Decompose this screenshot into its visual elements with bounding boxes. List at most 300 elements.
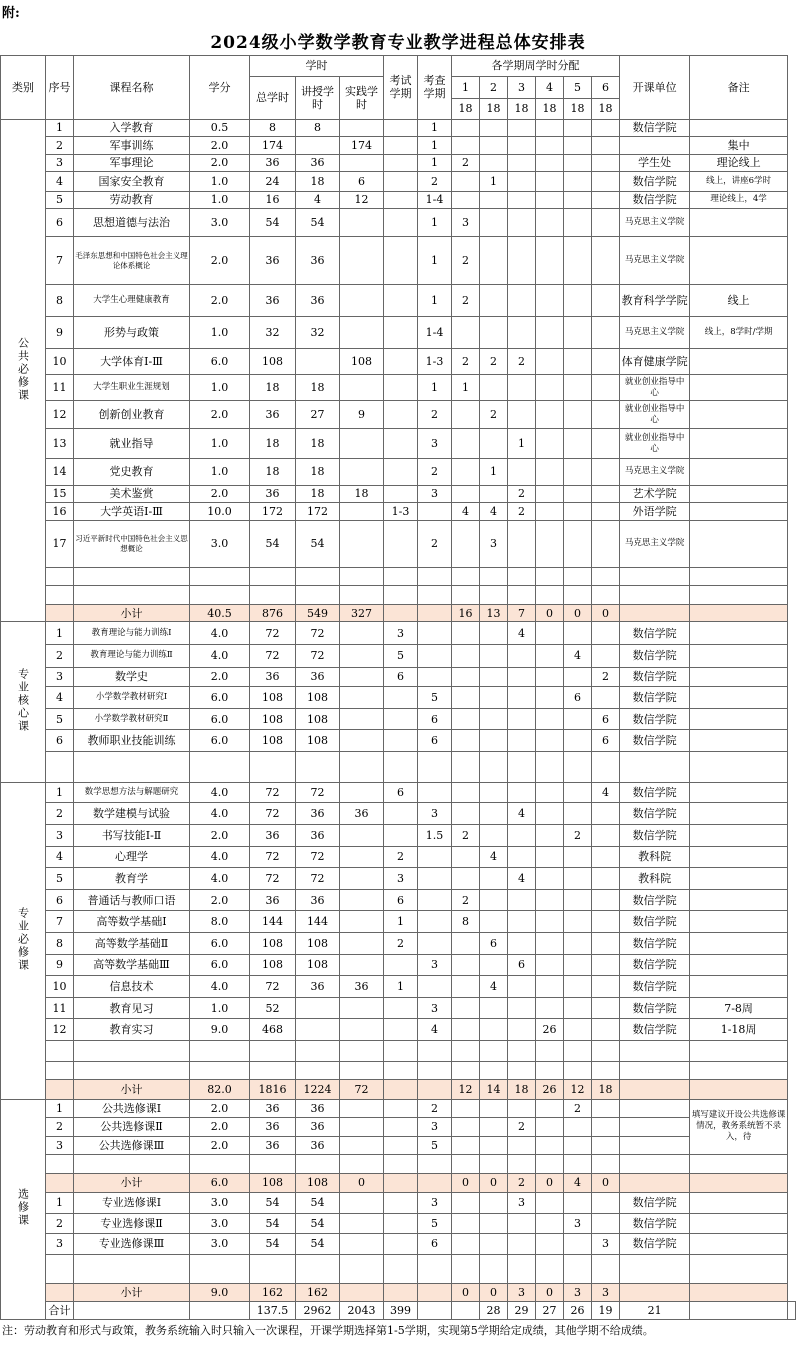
table-cell: 4.0 — [190, 846, 250, 868]
table-cell — [384, 687, 418, 709]
table-cell — [508, 191, 536, 208]
table-cell: 2.0 — [190, 667, 250, 687]
table-cell: 549 — [296, 604, 340, 621]
table-cell: 54 — [250, 1213, 296, 1234]
table-cell: 2 — [508, 1118, 536, 1137]
table-cell — [536, 520, 564, 567]
unit-cell: 马克思主义学院 — [620, 317, 690, 349]
unit-cell — [620, 1136, 690, 1155]
table-cell — [592, 586, 620, 605]
table-cell: 6 — [592, 708, 620, 730]
table-cell — [564, 567, 592, 586]
table-cell — [592, 236, 620, 284]
table-cell — [508, 889, 536, 911]
seq-cell: 9 — [46, 954, 74, 976]
table-cell — [384, 154, 418, 171]
table-cell — [536, 349, 564, 375]
table-cell — [564, 889, 592, 911]
table-cell: 4.0 — [190, 868, 250, 890]
unit-cell: 数信学院 — [620, 1019, 690, 1041]
table-cell: 2 — [384, 932, 418, 954]
table-cell — [564, 401, 592, 429]
note-cell — [690, 1193, 788, 1214]
table-cell — [536, 622, 564, 645]
table-cell — [480, 803, 508, 825]
table-cell — [384, 730, 418, 752]
table-cell — [340, 1061, 384, 1080]
table-cell — [536, 1193, 564, 1214]
table-cell — [74, 567, 190, 586]
table-cell — [340, 752, 384, 783]
subtotal-seq — [46, 1080, 74, 1100]
table-row — [1, 1080, 796, 1100]
table-cell: 3 — [418, 485, 452, 502]
table-cell: 54 — [250, 1193, 296, 1214]
table-cell — [340, 1099, 384, 1118]
table-cell: 54 — [250, 209, 296, 237]
table-cell — [508, 976, 536, 998]
unit-cell — [620, 137, 690, 154]
note-cell — [690, 645, 788, 668]
table-cell — [340, 1193, 384, 1214]
course-name-cell: 普通话与教师口语 — [74, 889, 190, 911]
table-cell — [592, 825, 620, 847]
table-cell — [508, 154, 536, 171]
table-cell: 36 — [296, 1099, 340, 1118]
seq-cell: 2 — [46, 645, 74, 668]
table-cell: 108 — [250, 687, 296, 709]
table-cell — [564, 1234, 592, 1255]
table-cell — [592, 997, 620, 1019]
table-cell — [508, 119, 536, 136]
table-cell — [384, 752, 418, 783]
table-cell — [452, 137, 480, 154]
table-cell — [340, 687, 384, 709]
table-cell — [46, 1061, 74, 1080]
unit-cell: 数信学院 — [620, 1193, 690, 1214]
table-cell — [340, 1234, 384, 1255]
note-cell — [690, 349, 788, 375]
table-cell — [564, 459, 592, 486]
table-cell — [592, 803, 620, 825]
note-cell — [690, 976, 788, 998]
course-name-cell: 专业选修课Ⅱ — [74, 1213, 190, 1234]
table-cell: 13 — [480, 604, 508, 621]
term-weeks: 18 — [564, 99, 592, 120]
table-cell — [508, 459, 536, 486]
table-cell: 5 — [384, 645, 418, 668]
table-cell — [508, 752, 536, 783]
table-cell — [508, 782, 536, 803]
table-cell: 6 — [508, 954, 536, 976]
seq-cell: 1 — [46, 1193, 74, 1214]
table-cell: 36 — [296, 803, 340, 825]
subtotal-label: 小计 — [74, 604, 190, 621]
table-cell: 6.0 — [190, 687, 250, 709]
table-cell — [480, 708, 508, 730]
table-cell — [340, 503, 384, 520]
table-cell: 72 — [250, 868, 296, 890]
course-name-cell: 公共选修课Ⅱ — [74, 1118, 190, 1137]
table-cell — [564, 932, 592, 954]
table-cell — [508, 137, 536, 154]
table-cell — [536, 825, 564, 847]
note-cell — [690, 782, 788, 803]
table-cell — [340, 154, 384, 171]
table-cell: 18 — [296, 459, 340, 486]
table-cell: 3.0 — [190, 1193, 250, 1214]
table-cell — [536, 317, 564, 349]
table-row — [1, 622, 796, 645]
footnote: 注：劳动教育和形式与政策，教务系统输入时只输入一次课程，开课学期选择第1-5学期，实现第5学期给定成绩，其他学期不给成绩。 — [2, 1324, 654, 1337]
table-cell: 36 — [250, 236, 296, 284]
table-cell — [480, 889, 508, 911]
table-cell — [592, 1213, 620, 1234]
table-cell — [592, 1136, 620, 1155]
table-row — [1, 349, 796, 375]
table-cell — [190, 586, 250, 605]
table-cell: 2 — [480, 401, 508, 429]
table-cell — [508, 209, 536, 237]
course-name-cell: 形势与政策 — [74, 317, 190, 349]
table-cell: 6.0 — [190, 932, 250, 954]
group-public — [1, 119, 46, 622]
table-cell — [74, 752, 190, 783]
table-cell: 54 — [250, 520, 296, 567]
table-cell: 12 — [452, 1080, 480, 1100]
table-cell: 3 — [452, 209, 480, 237]
table-cell: 2 — [564, 825, 592, 847]
table-cell: 2 — [452, 154, 480, 171]
table-cell — [296, 1061, 340, 1080]
table-cell: 7 — [508, 604, 536, 621]
table-cell — [480, 191, 508, 208]
subtotal-label: 小计 — [74, 1173, 190, 1193]
table-cell — [340, 846, 384, 868]
table-cell: 174 — [250, 137, 296, 154]
unit-cell: 数信学院 — [620, 645, 690, 668]
term-weeks: 18 — [508, 99, 536, 120]
table-cell — [536, 1155, 564, 1174]
table-row — [1, 687, 796, 709]
table-cell — [384, 209, 418, 237]
table-cell — [592, 374, 620, 401]
table-cell: 36 — [250, 1136, 296, 1155]
table-cell: 4 — [418, 1019, 452, 1041]
subtotal-label: 小计 — [74, 1283, 190, 1302]
table-cell — [592, 209, 620, 237]
table-row — [1, 137, 796, 154]
header-note: 备注 — [690, 56, 788, 120]
table-cell — [452, 1302, 480, 1320]
table-cell: 108 — [296, 954, 340, 976]
seq-cell: 16 — [46, 503, 74, 520]
table-cell — [564, 911, 592, 933]
table-cell — [480, 236, 508, 284]
table-row — [1, 803, 796, 825]
table-cell — [690, 1040, 788, 1061]
table-cell: 9.0 — [190, 1283, 250, 1302]
table-cell — [418, 1061, 452, 1080]
header-category: 类别 — [1, 56, 46, 120]
table-cell: 36 — [296, 825, 340, 847]
table-cell — [418, 868, 452, 890]
table-cell — [452, 708, 480, 730]
table-cell — [452, 485, 480, 502]
unit-cell: 教科院 — [620, 846, 690, 868]
table-cell: 3.0 — [190, 1213, 250, 1234]
table-cell: 108 — [250, 1173, 296, 1193]
table-cell: 108 — [296, 730, 340, 752]
table-cell — [384, 285, 418, 317]
term-weeks: 18 — [480, 99, 508, 120]
table-row — [1, 730, 796, 752]
table-cell — [620, 1061, 690, 1080]
seq-cell: 8 — [46, 285, 74, 317]
table-cell — [536, 154, 564, 171]
unit-cell: 体育健康学院 — [620, 349, 690, 375]
table-cell — [384, 997, 418, 1019]
table-cell: 18 — [508, 1080, 536, 1100]
table-row — [1, 1254, 796, 1283]
unit-cell: 就业创业指导中心 — [620, 429, 690, 459]
course-name-cell: 入学教育 — [74, 119, 190, 136]
table-cell — [480, 1136, 508, 1155]
table-cell: 72 — [250, 622, 296, 645]
course-name-cell: 高等数学基础Ⅱ — [74, 932, 190, 954]
table-cell — [480, 1155, 508, 1174]
table-cell — [592, 349, 620, 375]
course-name-cell: 国家安全教育 — [74, 172, 190, 192]
table-cell — [340, 567, 384, 586]
table-cell — [508, 1019, 536, 1041]
unit-cell: 数信学院 — [620, 997, 690, 1019]
table-cell — [452, 687, 480, 709]
table-cell: 36 — [250, 285, 296, 317]
table-cell — [536, 1254, 564, 1283]
table-cell — [452, 730, 480, 752]
table-cell: 108 — [250, 932, 296, 954]
table-cell — [418, 586, 452, 605]
seq-cell: 9 — [46, 317, 74, 349]
table-cell — [690, 567, 788, 586]
table-cell — [190, 1061, 250, 1080]
table-cell — [452, 1155, 480, 1174]
unit-cell: 数信学院 — [620, 1213, 690, 1234]
course-name-cell: 思想道德与法治 — [74, 209, 190, 237]
table-cell: 72 — [250, 803, 296, 825]
table-cell: 8.0 — [190, 911, 250, 933]
table-cell — [564, 708, 592, 730]
table-cell: 4 — [508, 868, 536, 890]
table-cell: 162 — [250, 1283, 296, 1302]
table-cell: 2 — [452, 349, 480, 375]
table-row — [1, 708, 796, 730]
table-cell — [536, 137, 564, 154]
unit-cell: 教科院 — [620, 868, 690, 890]
table-row — [1, 1193, 796, 1214]
table-cell — [452, 782, 480, 803]
table-row — [1, 997, 796, 1019]
table-cell — [340, 1040, 384, 1061]
term-number: 1 — [452, 76, 480, 99]
table-cell — [384, 1099, 418, 1118]
table-cell — [480, 119, 508, 136]
table-cell — [46, 1040, 74, 1061]
table-cell — [592, 846, 620, 868]
schedule-table — [0, 55, 796, 1320]
table-row — [1, 1118, 796, 1137]
table-cell — [536, 846, 564, 868]
table-row — [1, 846, 796, 868]
table-cell — [452, 932, 480, 954]
table-cell — [508, 401, 536, 429]
note-cell — [690, 503, 788, 520]
table-cell — [508, 317, 536, 349]
note-cell — [690, 429, 788, 459]
table-cell: 4 — [592, 782, 620, 803]
table-cell: 1 — [384, 976, 418, 998]
table-cell: 36 — [250, 1118, 296, 1137]
header-seq: 序号 — [46, 56, 74, 120]
table-cell: 1.0 — [190, 997, 250, 1019]
table-cell — [418, 752, 452, 783]
table-cell — [480, 429, 508, 459]
table-cell — [452, 1254, 480, 1283]
table-row — [1, 119, 796, 136]
table-cell — [384, 604, 418, 621]
table-cell — [592, 317, 620, 349]
table-cell — [480, 687, 508, 709]
table-cell: 1224 — [296, 1080, 340, 1100]
table-cell — [452, 459, 480, 486]
table-cell: 144 — [250, 911, 296, 933]
table-cell: 3 — [418, 429, 452, 459]
table-cell — [74, 586, 190, 605]
table-cell — [536, 708, 564, 730]
seq-cell: 4 — [46, 687, 74, 709]
table-cell — [418, 1080, 452, 1100]
table-cell — [340, 1254, 384, 1283]
table-cell — [508, 1254, 536, 1283]
table-cell: 40.5 — [190, 604, 250, 621]
table-cell — [418, 604, 452, 621]
note-cell — [690, 459, 788, 486]
note-cell — [690, 1234, 788, 1255]
table-cell: 0 — [592, 604, 620, 621]
table-cell — [480, 1234, 508, 1255]
table-cell: 72 — [250, 846, 296, 868]
table-row — [1, 976, 796, 998]
table-cell — [418, 567, 452, 586]
table-cell — [536, 1061, 564, 1080]
table-cell: 2 — [418, 520, 452, 567]
course-name-cell: 数学建模与试验 — [74, 803, 190, 825]
table-cell: 4 — [564, 1173, 592, 1193]
note-cell — [690, 520, 788, 567]
course-name-cell: 数学史 — [74, 667, 190, 687]
table-cell — [690, 604, 788, 621]
unit-cell: 马克思主义学院 — [620, 209, 690, 237]
table-cell — [418, 1155, 452, 1174]
table-cell — [592, 1118, 620, 1137]
subtotal-seq — [46, 604, 74, 621]
table-cell: 8 — [452, 911, 480, 933]
table-row — [1, 191, 796, 208]
table-cell — [340, 1136, 384, 1155]
table-cell: 5 — [418, 1213, 452, 1234]
table-cell — [508, 708, 536, 730]
table-cell — [536, 567, 564, 586]
table-cell — [690, 752, 788, 783]
table-cell: 2 — [418, 172, 452, 192]
table-cell — [690, 1080, 788, 1100]
table-row — [1, 209, 796, 237]
table-cell: 36 — [250, 401, 296, 429]
table-cell — [452, 868, 480, 890]
table-cell: 0.5 — [190, 119, 250, 136]
table-cell — [296, 137, 340, 154]
note-cell — [690, 954, 788, 976]
table-cell — [508, 285, 536, 317]
table-cell — [536, 172, 564, 192]
seq-cell: 13 — [46, 429, 74, 459]
note-cell: 线上，8学时/学期 — [690, 317, 788, 349]
table-cell — [296, 997, 340, 1019]
table-cell — [384, 1254, 418, 1283]
note-cell — [690, 803, 788, 825]
table-cell: 2.0 — [190, 1136, 250, 1155]
table-cell — [480, 1061, 508, 1080]
table-cell — [480, 645, 508, 668]
table-cell: 2 — [452, 236, 480, 284]
table-cell: 2.0 — [190, 285, 250, 317]
table-cell — [418, 503, 452, 520]
unit-cell: 数信学院 — [620, 119, 690, 136]
table-cell: 399 — [384, 1302, 418, 1320]
table-cell — [620, 1080, 690, 1100]
table-cell: 1 — [418, 209, 452, 237]
course-name-cell: 心理学 — [74, 846, 190, 868]
table-cell: 4.0 — [190, 782, 250, 803]
unit-cell: 马克思主义学院 — [620, 520, 690, 567]
table-cell: 36 — [340, 976, 384, 998]
table-cell: 2 — [418, 401, 452, 429]
table-cell — [452, 172, 480, 192]
table-cell — [384, 459, 418, 486]
table-cell — [452, 846, 480, 868]
table-cell — [690, 586, 788, 605]
table-cell — [452, 567, 480, 586]
table-cell — [592, 119, 620, 136]
table-cell — [536, 687, 564, 709]
table-cell: 29 — [508, 1302, 536, 1320]
group-label: 公共必修课 — [16, 336, 30, 402]
seq-cell: 3 — [46, 1234, 74, 1255]
table-cell — [384, 1283, 418, 1302]
table-cell: 3.0 — [190, 209, 250, 237]
table-cell: 10.0 — [190, 503, 250, 520]
table-cell: 72 — [296, 868, 340, 890]
table-cell — [384, 429, 418, 459]
table-cell — [480, 911, 508, 933]
table-cell — [508, 1136, 536, 1155]
subtotal-seq — [46, 1283, 74, 1302]
table-cell — [508, 932, 536, 954]
course-name-cell: 教育理论与能力训练Ⅰ — [74, 622, 190, 645]
table-cell: 1.0 — [190, 374, 250, 401]
table-cell: 3 — [384, 622, 418, 645]
